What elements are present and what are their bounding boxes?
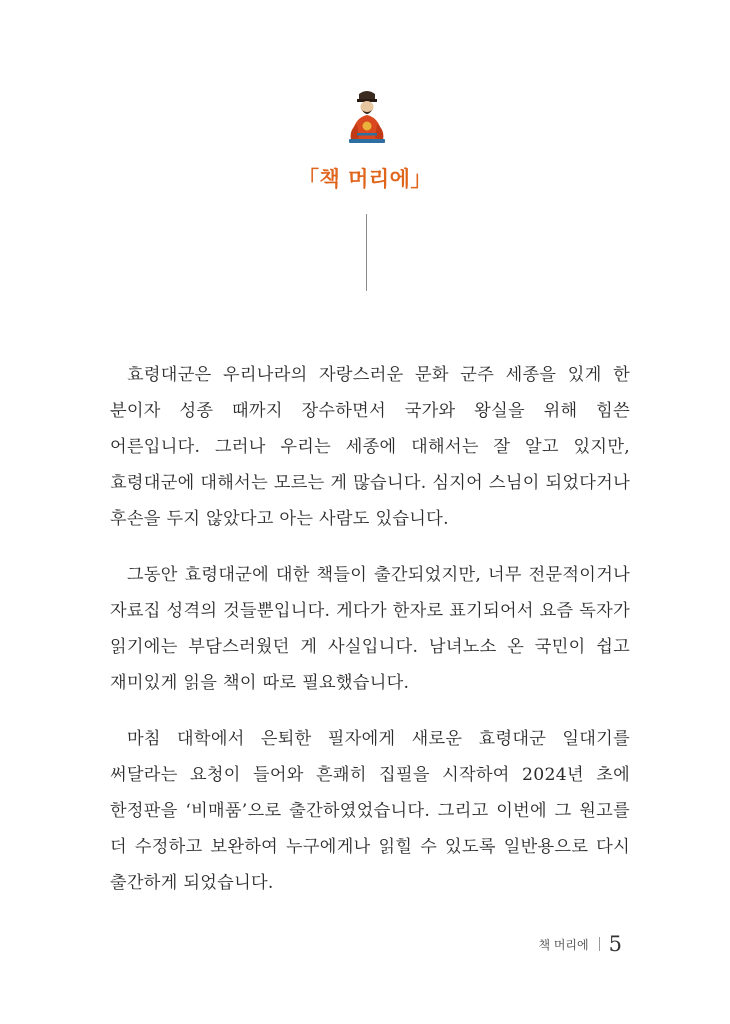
paragraph-1: 효령대군은 우리나라의 자랑스러운 문화 군주 세종을 있게 한 분이자 성종 때까지 장수하면서 국가와 왕실을 위해 힘쓴 어른입니다. 그러나 우리는 세종에 대해서는 잘 알고 있지만, 효령대군에 대해서는 모르는 게 많습니다. 심지어 스님이 되었다거나 후손을 두지 않았다고 아는 사람도 있습니다. — [110, 365, 630, 529]
footer-section-label: 책 머리에 — [538, 937, 589, 952]
footer-separator — [599, 937, 600, 951]
paragraph-2: 그동안 효령대군에 대한 책들이 출간되었지만, 너무 전문적이거나 자료집 성격의 것들뿐입니다. 게다가 한자로 표기되어서 요즘 독자가 읽기에는 부담스러웠던 게 사실입니다. 남녀노소 온 국민이 쉽고 재미있게 읽을 책이 따로 필요했습니다. — [110, 565, 630, 693]
page-footer — [538, 932, 622, 956]
king-sejong-portrait-icon — [345, 88, 389, 144]
title-divider — [366, 214, 367, 291]
paragraph-3: 마침 대학에서 은퇴한 필자에게 새로운 효령대군 일대기를 써달라는 요청이 들어와 흔쾌히 집필을 시작하여 2024년 초에 한정판을 ‘비매품’으로 출간하였었습니다. 그리고 이번에 그 원고를 더 수정하고 보완하여 누구에게나 읽힐 수 있도록 일반용으로 다시 출간하게 되었습니다. — [110, 729, 630, 893]
chapter-title: 「책 머리에」 — [298, 167, 432, 191]
body-text — [110, 357, 630, 921]
page-number: 5 — [608, 932, 622, 956]
